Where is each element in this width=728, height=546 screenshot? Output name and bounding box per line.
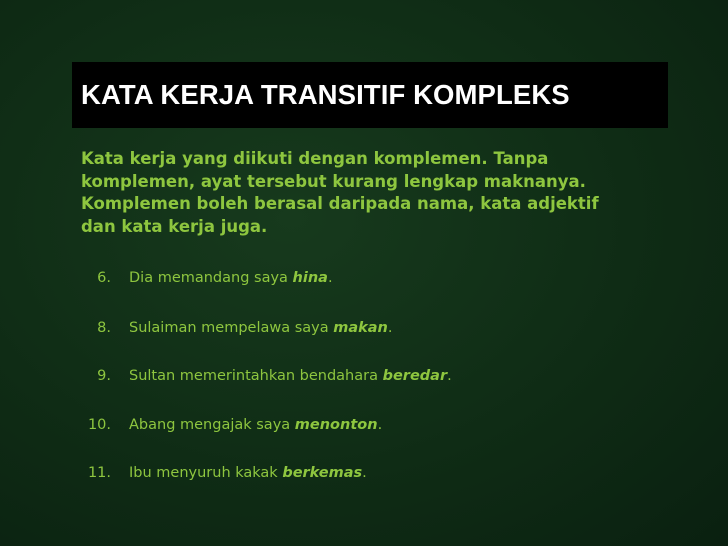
sentence-text: Ibu menyuruh kakak [129, 465, 283, 481]
list-item [0, 316, 728, 340]
list-item-text [129, 266, 333, 290]
emphasis-word: menonton [294, 417, 378, 433]
sentence-end: . [327, 270, 333, 286]
intro-line: Kata kerja yang diikuti dengan komplemen. Tanpa [81, 149, 549, 168]
sentence-end: . [387, 320, 393, 336]
list-item-text [129, 413, 382, 437]
list-item-number: 10. [87, 417, 111, 433]
sentence-text: Abang mengajak saya [129, 417, 295, 433]
intro-line: Komplemen boleh berasal daripada nama, kata adjektif [81, 194, 599, 213]
slide-title: KATA KERJA TRANSITIF KOMPLEKS [81, 79, 570, 110]
list-item [0, 266, 728, 290]
sentence-end: . [377, 417, 383, 433]
list-item-number: 9. [97, 368, 111, 384]
intro-paragraph [81, 148, 681, 238]
emphasis-word: makan [333, 320, 388, 336]
sentence-text: Dia memandang saya [129, 270, 293, 286]
list-item-text [129, 461, 367, 485]
intro-line: komplemen, ayat tersebut kurang lengkap maknanya. [81, 171, 586, 191]
list-item [0, 461, 728, 485]
list-item-number: 8. [97, 320, 111, 336]
list-item [0, 413, 728, 437]
sentence-text: Sultan memerintahkan bendahara [129, 368, 383, 384]
intro-line: dan kata kerja juga. [81, 216, 268, 236]
title-bar [72, 62, 668, 128]
emphasis-word: berkemas [282, 465, 363, 481]
list-item-text [129, 364, 452, 388]
list-item-text [129, 316, 393, 340]
emphasis-word: beredar [382, 368, 448, 384]
sentence-end: . [447, 368, 452, 384]
sentence-text: Sulaiman mempelawa saya [129, 320, 334, 336]
list-item-number: 6. [97, 270, 111, 286]
sentence-end: . [362, 465, 367, 481]
emphasis-word: hina [292, 270, 328, 286]
list-item-number: 11. [87, 465, 111, 481]
list-item [0, 364, 728, 388]
